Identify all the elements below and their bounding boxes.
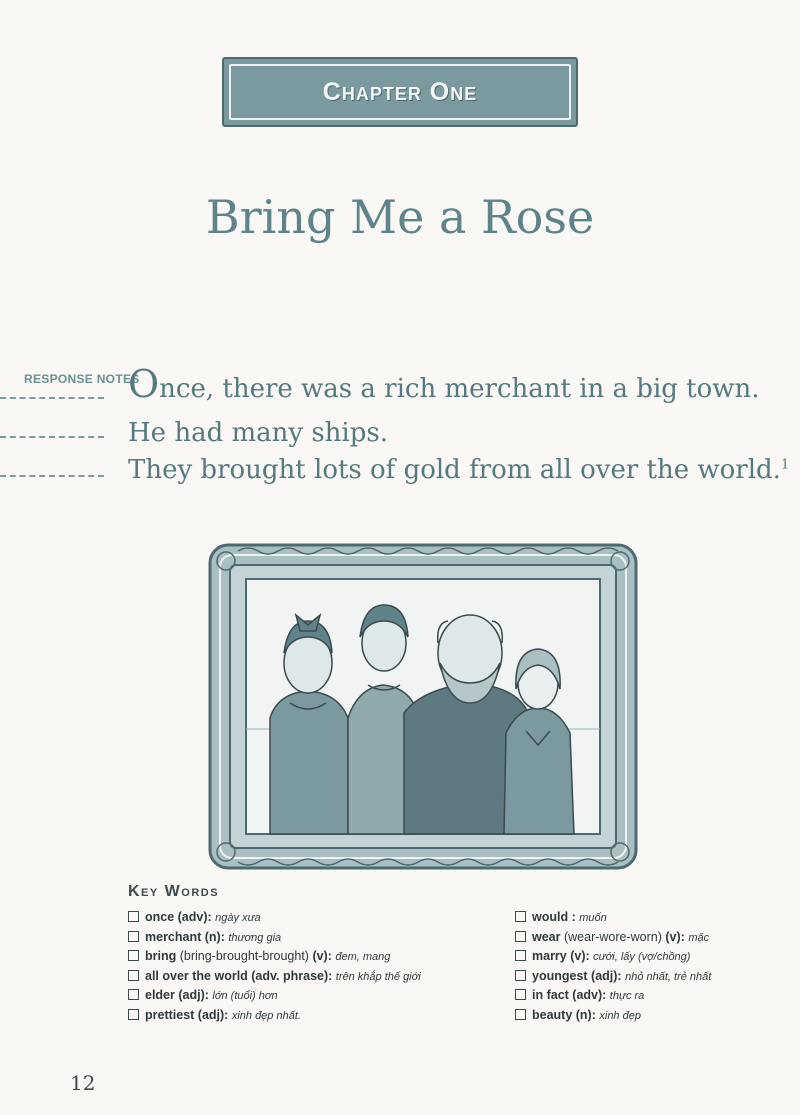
response-notes-line	[0, 475, 104, 477]
key-word-item: beauty (n): xinh đẹp	[515, 1006, 711, 1026]
family-portrait-illustration	[208, 543, 638, 870]
key-word-item: all over the world (adv. phrase): trên khắp thế giới	[128, 967, 421, 987]
story-line-text: They brought lots of gold from all over the world.	[128, 455, 781, 485]
response-notes-label: RESPONSE NOTES	[24, 372, 140, 386]
chapter-title: Bring Me a Rose	[205, 190, 595, 244]
story-line	[128, 418, 388, 448]
checkbox-icon[interactable]	[128, 931, 139, 942]
chapter-banner	[222, 57, 578, 127]
key-words-left-column	[128, 908, 421, 1025]
key-word-item: elder (adj): lớn (tuổi) hơn	[128, 986, 421, 1006]
checkbox-icon[interactable]	[128, 989, 139, 1000]
key-word-item: in fact (adv): thực ra	[515, 986, 711, 1006]
key-word-item: bring (bring-brought-brought) (v): đem, mang	[128, 947, 421, 967]
page-number: 12	[70, 1071, 96, 1095]
checkbox-icon[interactable]	[515, 931, 526, 942]
chapter-banner-inner-border	[229, 64, 571, 120]
checkbox-icon[interactable]	[515, 970, 526, 981]
story-line-text: He had many ships.	[128, 418, 388, 448]
key-word-item: youngest (adj): nhỏ nhất, trẻ nhất	[515, 967, 711, 987]
drop-cap: O	[128, 362, 160, 406]
key-words-right-column	[515, 908, 711, 1025]
checkbox-icon[interactable]	[128, 911, 139, 922]
checkbox-icon[interactable]	[128, 970, 139, 981]
checkbox-icon[interactable]	[128, 950, 139, 961]
response-notes-line	[0, 397, 104, 399]
footnote-marker: 1	[780, 457, 790, 473]
key-word-item: merchant (n): thương gia	[128, 928, 421, 948]
checkbox-icon[interactable]	[128, 1009, 139, 1020]
key-word-item: prettiest (adj): xinh đẹp nhất.	[128, 1006, 421, 1026]
key-word-item: wear (wear-wore-worn) (v): mặc	[515, 928, 711, 948]
story-line-text: nce, there was a rich merchant in a big town.	[159, 374, 760, 404]
key-word-item: once (adv): ngày xưa	[128, 908, 421, 928]
key-word-item: would : muốn	[515, 908, 711, 928]
checkbox-icon[interactable]	[515, 950, 526, 961]
key-word-item: marry (v): cưới, lấy (vợ/chồng)	[515, 947, 711, 967]
checkbox-icon[interactable]	[515, 911, 526, 922]
response-notes-line	[0, 436, 104, 438]
chapter-banner-text: Chapter One	[322, 77, 478, 106]
key-words-title: Key Words	[128, 883, 220, 900]
story-line	[128, 455, 789, 485]
story-line	[128, 362, 760, 406]
checkbox-icon[interactable]	[515, 1009, 526, 1020]
checkbox-icon[interactable]	[515, 989, 526, 1000]
